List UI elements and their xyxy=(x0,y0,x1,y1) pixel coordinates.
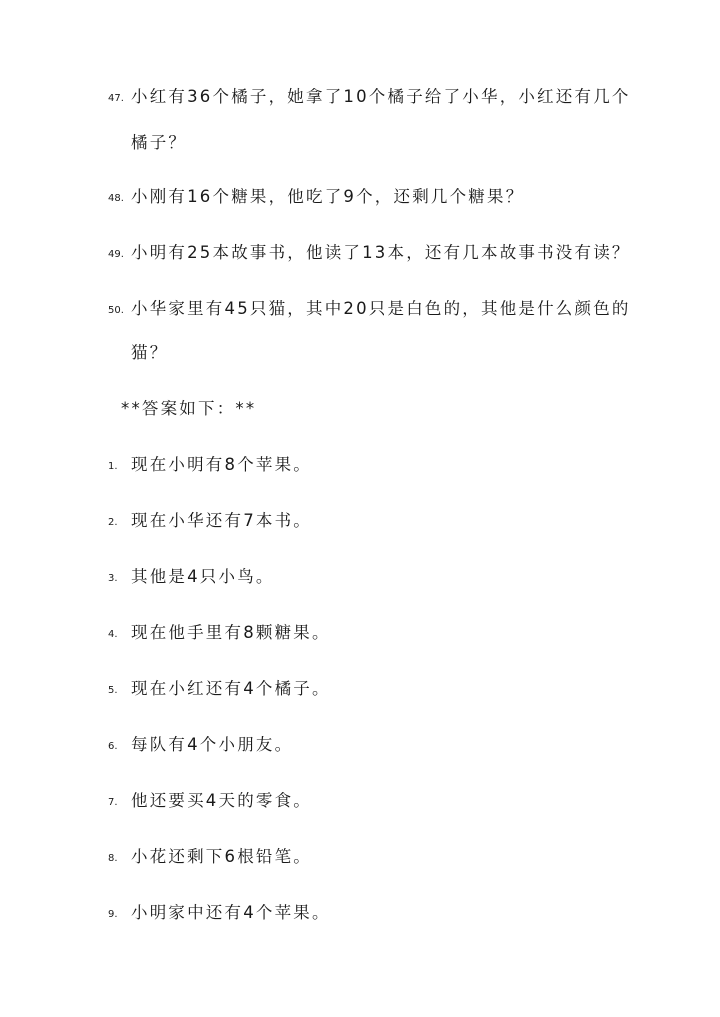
answer-number: 9. xyxy=(108,909,118,920)
answer-number: 5. xyxy=(108,685,118,696)
answer-number: 6. xyxy=(108,741,118,752)
answer-text: 其他是4只小鸟。 xyxy=(131,567,275,586)
question-number: 49. xyxy=(108,249,124,260)
answer-text: 他还要买4天的零食。 xyxy=(131,791,312,810)
answer-text: 现在小华还有7本书。 xyxy=(131,511,312,530)
question-number: 47. xyxy=(108,93,124,104)
question-text: 小明有25本故事书，他读了13本，还有几本故事书没有读？ xyxy=(131,243,631,262)
answer-number: 7. xyxy=(108,797,118,808)
answer-text: 每队有4个小朋友。 xyxy=(131,735,294,754)
answer-text: 小明家中还有4个苹果。 xyxy=(131,903,331,922)
answer-number: 3. xyxy=(108,573,118,584)
answer-number: 8. xyxy=(108,853,118,864)
question-number: 50. xyxy=(108,305,124,316)
question-text-continued: 猫？ xyxy=(131,343,169,362)
answer-number: 2. xyxy=(108,517,118,528)
answer-text: 现在他手里有8颗糖果。 xyxy=(131,623,331,642)
answer-text: 小花还剩下6根铅笔。 xyxy=(131,847,312,866)
question-text: 小红有36个橘子，她拿了10个橘子给了小华，小红还有几个 xyxy=(131,87,631,106)
answer-text: 现在小明有8个苹果。 xyxy=(131,455,312,474)
question-number: 48. xyxy=(108,193,124,204)
question-text-continued: 橘子？ xyxy=(131,133,188,152)
answer-number: 1. xyxy=(108,461,118,472)
question-text: 小刚有16个糖果，他吃了9个，还剩几个糖果？ xyxy=(131,187,525,206)
answers-heading: **答案如下：** xyxy=(121,399,257,418)
answer-text: 现在小红还有4个橘子。 xyxy=(131,679,331,698)
question-text: 小华家里有45只猫，其中20只是白色的，其他是什么颜色的 xyxy=(131,299,631,318)
answer-number: 4. xyxy=(108,629,118,640)
